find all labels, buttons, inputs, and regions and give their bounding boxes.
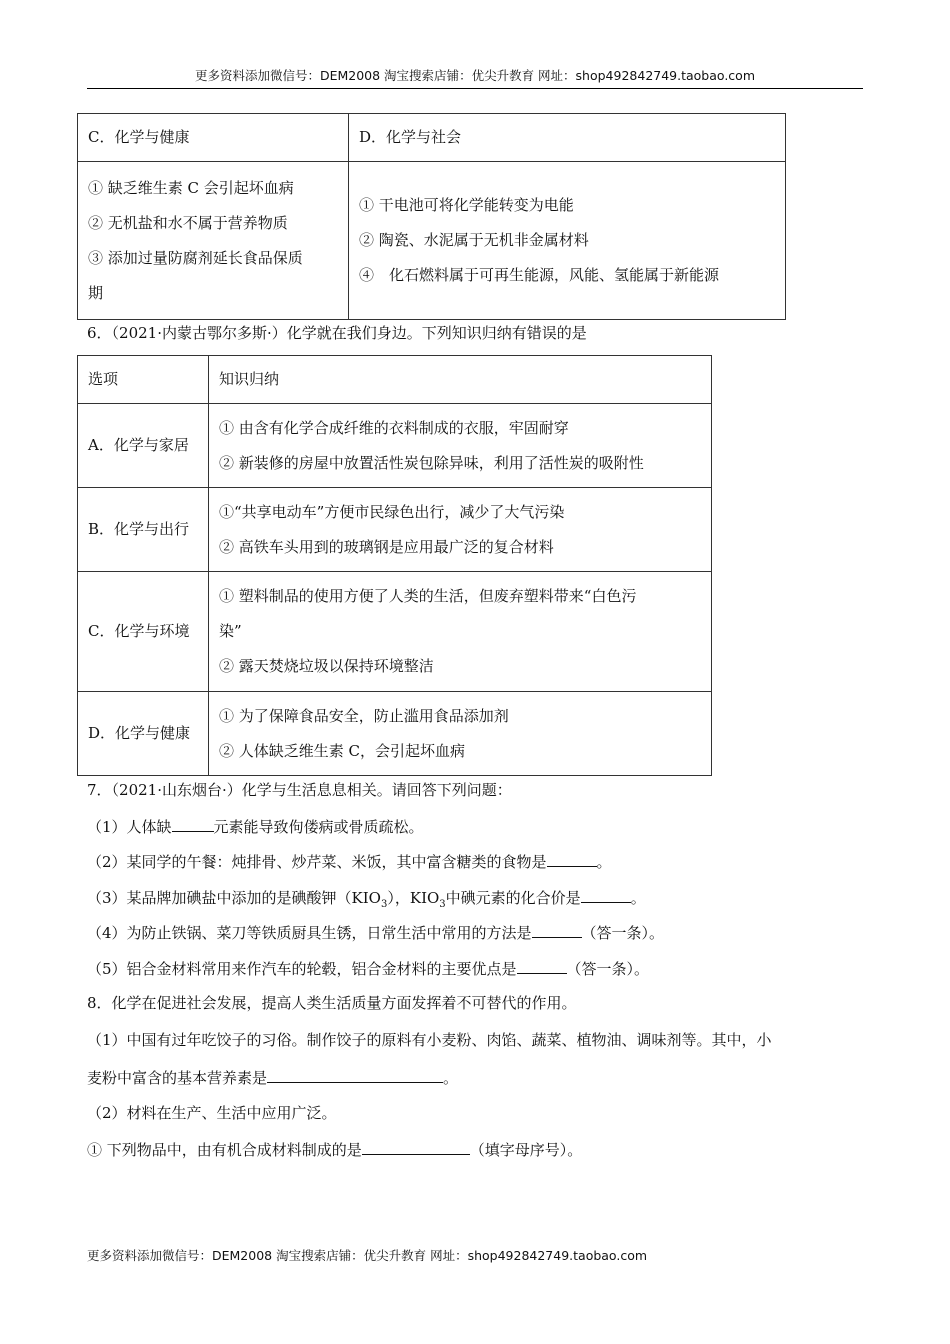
list-item: ② 露天焚烧垃圾以保持环境整洁 [219, 657, 434, 675]
question-8-part-1: （1）中国有过年吃饺子的习俗。制作饺子的原料有小麦粉、肉馅、蔬菜、植物油、调味剂等。其中，小 [87, 1031, 772, 1049]
table1-c-title: C．化学与健康 [78, 114, 349, 162]
option-label: A．化学与家居 [78, 404, 209, 488]
question-6-table [77, 355, 712, 776]
table1-d-title: D．化学与社会 [349, 114, 786, 162]
options-table-cd [77, 113, 786, 320]
text: （填字母序号）。 [469, 1141, 583, 1159]
list-item: ① 缺乏维生素 C 会引起坏血病 [88, 178, 294, 197]
table-row [78, 488, 712, 572]
list-item: ①“共享电动车”方便市民绿色出行，减少了大气污染 [219, 502, 565, 521]
answer-blank[interactable] [172, 815, 214, 832]
list-item: ② 新装修的房屋中放置活性炭包除异味，利用了活性炭的吸附性 [219, 453, 644, 472]
answer-blank[interactable] [532, 921, 582, 938]
option-label: D．化学与健康 [78, 692, 209, 776]
question-7-part-2 [87, 850, 612, 873]
subscript: 3 [380, 899, 388, 910]
question-7-part-3 [87, 886, 646, 916]
list-item: ① 为了保障食品安全，防止滥用食品添加剂 [219, 706, 509, 725]
list-item: ③ 添加过量防腐剂延长食品保质 [88, 248, 303, 267]
text: 中碘元素的化合价是 [445, 889, 581, 907]
question-8-part-1-cont [87, 1066, 458, 1089]
text: ），KIO [387, 889, 440, 907]
text: 元素能导致佝偻病或骨质疏松。 [213, 818, 424, 836]
list-item: ① 塑料制品的使用方便了人类的生活，但废弃塑料带来“白色污 [219, 587, 637, 605]
text: ① 下列物品中，由有机合成材料制成的是 [87, 1141, 362, 1159]
text: 。 [630, 889, 646, 907]
text: （答一条）。 [566, 960, 650, 978]
table-header-option: 选项 [78, 356, 209, 404]
answer-blank[interactable] [267, 1066, 443, 1083]
answer-blank[interactable] [547, 850, 597, 867]
list-item: 染” [219, 622, 242, 640]
list-item: ④ 化石燃料属于可再生能源，风能、氢能属于新能源 [359, 266, 720, 284]
option-label: C．化学与环境 [78, 572, 209, 692]
table-row [78, 692, 712, 776]
question-7-part-1 [87, 815, 424, 838]
question-8-part-2-sub-1 [87, 1138, 582, 1161]
text: （2）某同学的午餐：炖排骨、炒芹菜、米饭，其中富含糖类的食物是 [87, 853, 547, 871]
text: 。 [443, 1069, 459, 1087]
page-footer: 更多资料添加微信号：DEM2008 淘宝搜索店铺：优尖升教育 网址：shop492842749.taobao.com [87, 1248, 648, 1263]
table-header-knowledge: 知识归纳 [209, 356, 712, 404]
text: 。 [596, 853, 612, 871]
list-item: ② 陶瓷、水泥属于无机非金属材料 [359, 231, 589, 249]
text: （1）人体缺 [87, 818, 172, 836]
answer-blank[interactable] [581, 886, 631, 903]
option-label: B．化学与出行 [78, 488, 209, 572]
table1-d-cell [349, 162, 786, 320]
table1-c-cell [78, 162, 349, 320]
question-8-stem: 8．化学在促进社会发展，提高人类生活质量方面发挥着不可替代的作用。 [87, 994, 577, 1012]
text: （3）某品牌加碘盐中添加的是碘酸钾（KIO [87, 889, 381, 907]
answer-blank[interactable] [517, 957, 567, 974]
table-row [78, 404, 712, 488]
list-item: 期 [88, 283, 104, 302]
list-item: ② 人体缺乏维生素 C，会引起坏血病 [219, 741, 466, 760]
list-item: ② 无机盐和水不属于营养物质 [88, 213, 288, 232]
question-8-part-2: （2）材料在生产、生活中应用广泛。 [87, 1104, 337, 1122]
text: （4）为防止铁锅、菜刀等铁质厨具生锈，日常生活中常用的方法是 [87, 924, 532, 942]
question-6-stem: 6．（2021·内蒙古鄂尔多斯·）化学就在我们身边。下列知识归纳有错误的是 [87, 324, 587, 342]
question-7-part-4 [87, 921, 664, 944]
question-7-part-5 [87, 957, 649, 980]
text: （5）铝合金材料常用来作汽车的轮毂，铝合金材料的主要优点是 [87, 960, 517, 978]
answer-blank[interactable] [362, 1138, 470, 1155]
list-item: ① 由含有化学合成纤维的衣料制成的衣服，牢固耐穿 [219, 418, 569, 437]
page-header: 更多资料添加微信号：DEM2008 淘宝搜索店铺：优尖升教育 网址：shop492842749.taobao.com [87, 66, 863, 89]
text: （答一条）。 [581, 924, 665, 942]
text: 麦粉中富含的基本营养素是 [87, 1069, 268, 1087]
table-row [78, 572, 712, 692]
question-7-stem: 7．（2021·山东烟台·）化学与生活息息相关。请回答下列问题： [87, 781, 512, 799]
list-item: ② 高铁车头用到的玻璃钢是应用最广泛的复合材料 [219, 537, 554, 556]
list-item: ① 干电池可将化学能转变为电能 [359, 196, 574, 214]
subscript: 3 [439, 899, 446, 910]
